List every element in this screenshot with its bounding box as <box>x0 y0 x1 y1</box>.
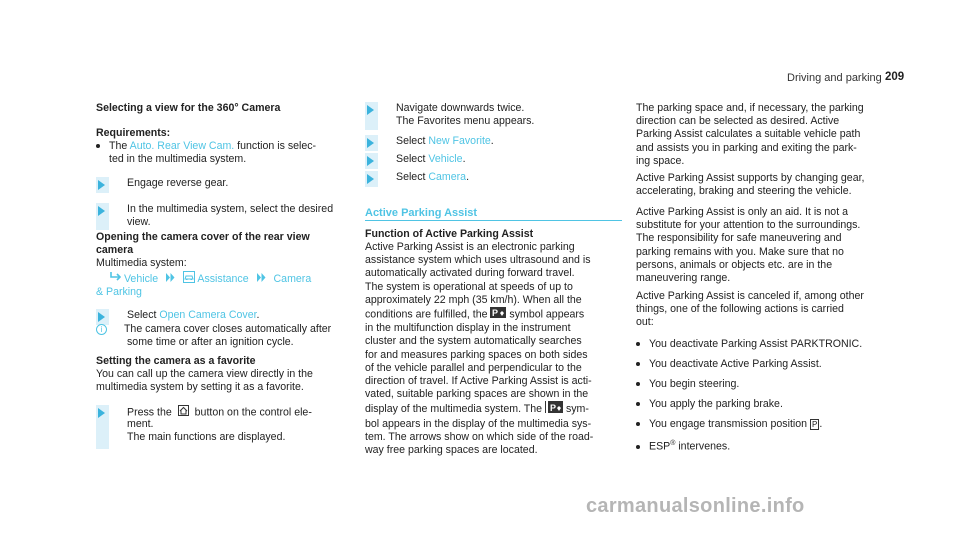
section-divider <box>365 220 622 221</box>
step-arrow-icon <box>98 180 105 190</box>
multimedia-system-label: Multimedia system: <box>96 257 187 269</box>
bullet-dot <box>636 382 640 386</box>
parking-p-icon <box>490 307 506 322</box>
list-item: You apply the parking brake. <box>636 394 862 414</box>
list-item: You deactivate Parking Assist PARKTRONIC. <box>636 334 862 354</box>
bullet-dot <box>636 362 640 366</box>
step-arrow-icon <box>367 138 374 148</box>
step-open-camera-cover: Select Open Camera Cover. <box>96 309 336 325</box>
step-arrow-icon <box>367 156 374 166</box>
bullet-dot <box>636 445 640 449</box>
step-vehicle: Select Vehicle. <box>365 153 605 169</box>
menu-path <box>110 271 311 287</box>
open-camera-cover-link[interactable]: Open Camera Cover <box>159 309 257 321</box>
step-arrow-icon <box>98 312 105 322</box>
menu-camera-parking[interactable]: & Parking <box>96 286 142 298</box>
requirement-item: The Auto. Rear View Cam. function is selec- <box>96 140 316 153</box>
heading-function-apa: Function of Active Parking Assist <box>365 228 534 240</box>
step-camera: Select Camera. <box>365 171 605 187</box>
running-header: Driving and parking <box>787 72 882 84</box>
step-press-home: Press the button on the control ele- ment. The main functions are displayed. <box>96 405 341 449</box>
step-new-favorite: Select New Favorite. <box>365 135 605 151</box>
step-arrow-icon <box>98 408 105 418</box>
menu-camera[interactable]: Camera <box>273 272 312 285</box>
bullet-dot <box>636 342 640 346</box>
bullet-dot <box>636 402 640 406</box>
auto-rear-view-cam-link[interactable]: Auto. Rear View Cam. <box>129 140 235 152</box>
return-arrow-icon <box>110 272 121 286</box>
note-camera-cover-line2: some time or after an ignition cycle. <box>127 336 294 348</box>
cancel-conditions-list <box>636 334 862 457</box>
favorite-paragraph-line2: multimedia system by setting it as a favorite. <box>96 381 304 393</box>
apa-body: Active Parking Assist is an electronic parking assistance system which uses ultrasound and is automatically activated during forward travel. The system is operational at speeds of up to approximately 22 mph (35 km/h). When all the conditions are fulfilled, the P symbol appears in the multifunction display in the instrument cluster and the system automatically searches for and measures parking spaces on both sides of the vehicle parallel and perpendicular to the direction of travel. If Active Parking Assist is acti- vated, suitable parking spaces are shown in the display of the multimedia system. The P sym- bol appears in the display of the multimedia sys- tem. The arrows show on which side of the road- way free parking spaces are located. <box>365 241 594 457</box>
apa-paragraph-2: Active Parking Assist supports by changing gear, accelerating, braking and steering the vehicle. <box>636 172 865 198</box>
watermark: carmanualsonline.info <box>586 495 805 517</box>
step-arrow-icon <box>98 206 105 216</box>
requirement-item-line2: ted in the multimedia system. <box>109 153 247 165</box>
info-icon: i <box>96 324 107 335</box>
apa-paragraph-1: The parking space and, if necessary, the parking direction can be selected as desired. Active Parking Assist calculates a suitable vehicle path and assists you in parking and exiting the park- ing space. <box>636 102 864 167</box>
vehicle-link[interactable]: Vehicle <box>428 153 463 165</box>
car-icon <box>183 271 195 287</box>
svg-text:P: P <box>550 403 557 414</box>
apa-paragraph-4: Active Parking Assist is canceled if, among other things, one of the following actions is carried out: <box>636 290 864 329</box>
step-select-view: In the multimedia system, select the desired view. <box>96 203 336 230</box>
menu-vehicle[interactable]: Vehicle <box>123 272 159 285</box>
list-item: You engage transmission position P . <box>636 414 862 434</box>
requirements-label: Requirements: <box>96 127 171 139</box>
bullet-dot <box>636 422 640 426</box>
parking-p-icon <box>545 401 563 417</box>
menu-assistance[interactable]: Assistance <box>197 272 249 285</box>
heading-open-camera-cover-line2: camera <box>96 244 134 256</box>
section-title-active-parking-assist: Active Parking Assist <box>365 207 478 219</box>
favorite-paragraph: You can call up the camera view directly in the <box>96 368 313 380</box>
heading-open-camera-cover: Opening the camera cover of the rear view <box>96 231 310 243</box>
apa-paragraph-3: Active Parking Assist is only an aid. It is not a substitute for your attention to the surroundings. The responsibility for safe maneuvering and parking remains with you. Make sure that no persons, animals or objects etc. are in the maneuvering range. <box>636 206 861 285</box>
double-chevron-icon <box>257 273 266 286</box>
home-icon <box>178 405 189 420</box>
step-navigate-down: Navigate downwards twice. The Favorites menu appears. <box>365 102 605 130</box>
bullet-dot <box>96 144 100 148</box>
step-engage-reverse: Engage reverse gear. <box>96 177 316 193</box>
double-chevron-icon <box>166 273 175 286</box>
page-number: 209 <box>885 71 905 83</box>
heading-set-favorite: Setting the camera as a favorite <box>96 355 256 367</box>
step-arrow-icon <box>367 174 374 184</box>
svg-text:P: P <box>492 308 499 319</box>
note-camera-cover: i The camera cover closes automatically after <box>96 323 331 336</box>
list-item: ESP® intervenes. <box>636 434 862 457</box>
heading-select-view: Selecting a view for the 360° Camera <box>96 102 281 114</box>
list-item: You deactivate Active Parking Assist. <box>636 354 862 374</box>
transmission-p-icon: P <box>812 419 818 429</box>
new-favorite-link[interactable]: New Favorite <box>428 135 491 147</box>
camera-link[interactable]: Camera <box>428 171 467 183</box>
step-arrow-icon <box>367 105 374 115</box>
list-item: You begin steering. <box>636 374 862 394</box>
